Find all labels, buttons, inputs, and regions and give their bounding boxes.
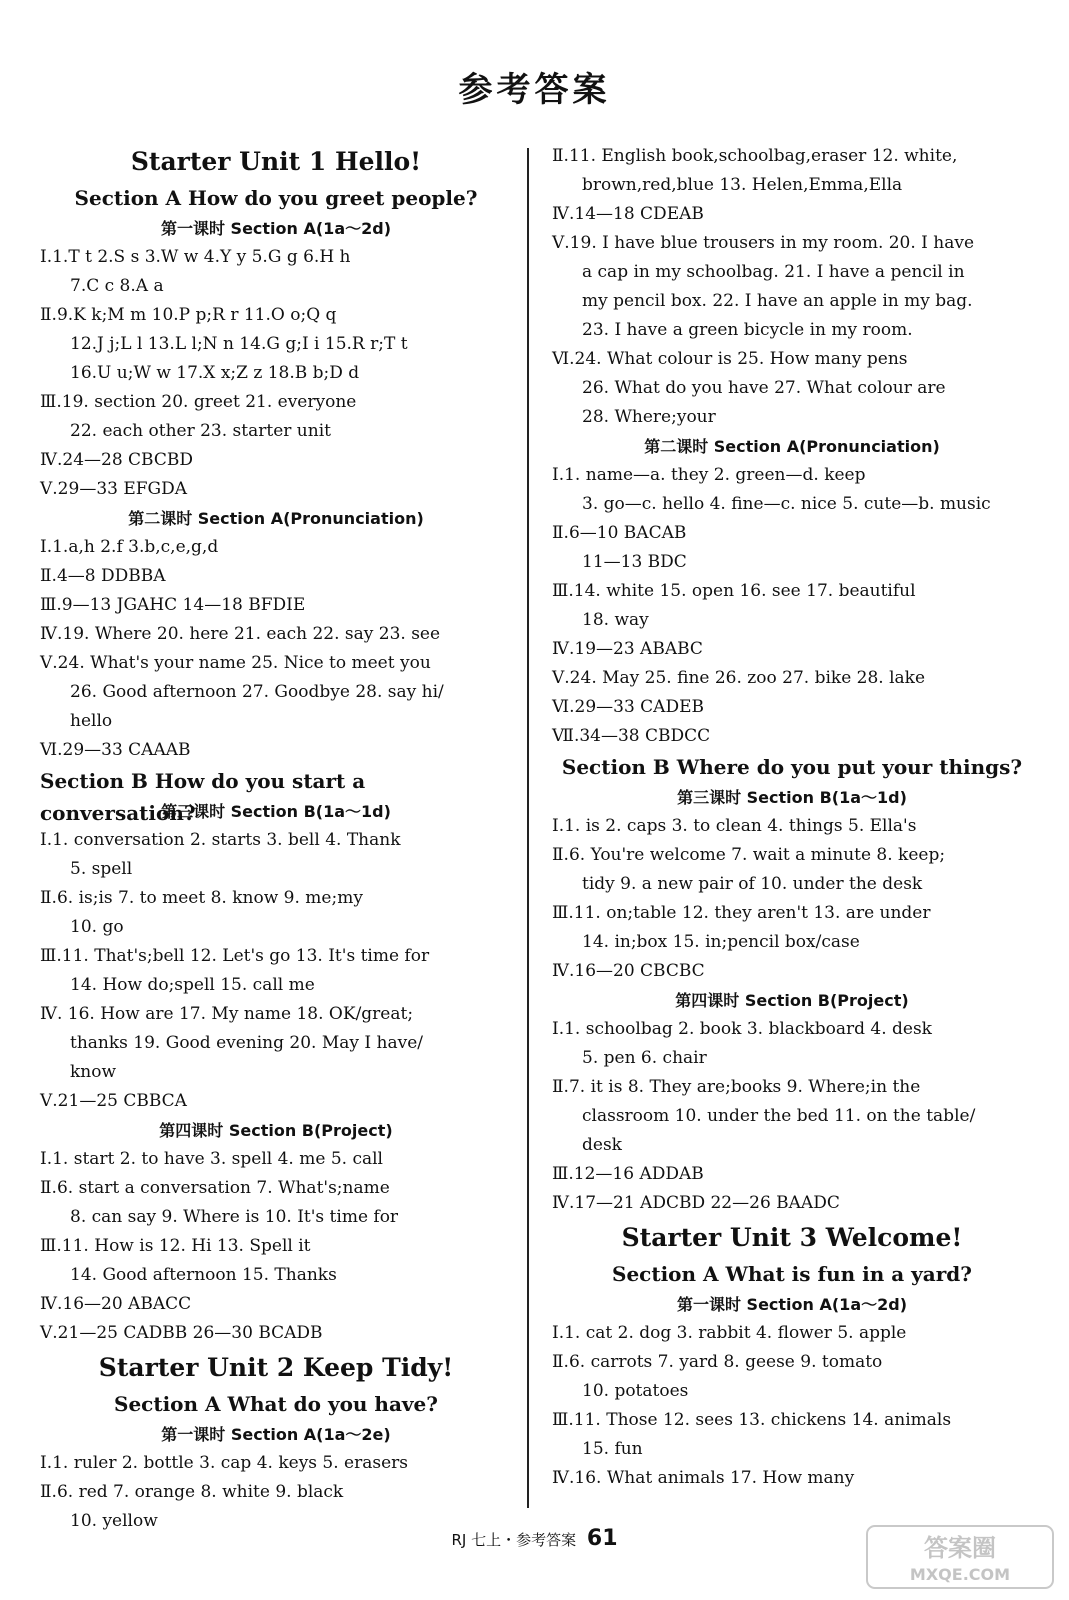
answer-line: Ⅵ.29—33 CADEB (552, 697, 704, 717)
page-number: 61 (586, 1526, 618, 1551)
answer-line: Ⅲ.9—13 JGAHC 14—18 BFDIE (40, 595, 306, 615)
answer-line: Ⅱ.6—10 BACAB (552, 523, 687, 543)
answer-line: 8. can say 9. Where is 10. It's time for (70, 1207, 399, 1227)
answer-line: Ⅰ.1.T t 2.S s 3.W w 4.Y y 5.G g 6.H h (40, 247, 351, 267)
lesson-title: 第一课时 Section A(1a～2e) (161, 1425, 391, 1444)
answer-line: brown,red,blue 13. Helen,Emma,Ella (582, 175, 903, 195)
unit-title: Starter Unit 1 Hello! (130, 147, 422, 176)
answer-line: Ⅱ.4—8 DDBBA (40, 566, 166, 586)
lesson-title: 第二课时 Section A(Pronunciation) (644, 437, 940, 456)
answer-line: Ⅰ.1. cat 2. dog 3. rabbit 4. flower 5. apple (552, 1323, 907, 1343)
answer-line: Ⅳ.19. Where 20. here 21. each 22. say 23. see (40, 624, 441, 644)
lesson-title: 第二课时 Section A(Pronunciation) (128, 509, 424, 528)
answer-line: Ⅶ.34—38 CBDCC (552, 726, 711, 746)
answer-line: 12.J j;L l 13.L l;N n 14.G g;I i 15.R r;T t (70, 334, 408, 354)
answer-line: Ⅴ.24. What's your name 25. Nice to meet you (40, 653, 431, 673)
answer-line: Ⅲ.11. on;table 12. they aren't 13. are under (552, 903, 931, 923)
answer-line: Ⅴ.21—25 CBBCA (40, 1091, 187, 1111)
unit-title: Starter Unit 2 Keep Tidy! (98, 1353, 454, 1382)
answer-line: classroom 10. under the bed 11. on the table/ (582, 1106, 976, 1126)
answer-line: hello (70, 711, 113, 731)
answer-line: Ⅰ.1. schoolbag 2. book 3. blackboard 4. desk (552, 1019, 932, 1039)
answer-line: Ⅲ.11. Those 12. sees 13. chickens 14. animals (552, 1410, 952, 1430)
answer-line: 18. way (582, 610, 649, 630)
answer-line: Ⅱ.11. English book,schoolbag,eraser 12. white, (552, 146, 958, 166)
answer-line: 5. spell (70, 859, 133, 879)
answer-line: Ⅲ.11. That's;bell 12. Let's go 13. It's time for (40, 946, 430, 966)
answer-line: a cap in my schoolbag. 21. I have a pencil in (582, 262, 965, 282)
answer-line: Ⅰ.1. start 2. to have 3. spell 4. me 5. call (40, 1149, 383, 1169)
answer-line: desk (582, 1135, 622, 1155)
footer-label: RJ 七上・参考答案 (451, 1531, 577, 1549)
answer-line: my pencil box. 22. I have an apple in my bag. (582, 291, 973, 311)
answer-line: Ⅱ.6. red 7. orange 8. white 9. black (40, 1482, 344, 1502)
answer-line: 14. in;box 15. in;pencil box/case (582, 932, 860, 952)
answer-line: Ⅳ.19—23 ABABC (552, 639, 703, 659)
answer-line: Ⅳ.16. What animals 17. How many (552, 1468, 855, 1488)
answer-line: 5. pen 6. chair (582, 1048, 707, 1068)
answer-line: Ⅳ.16—20 CBCBC (552, 961, 705, 981)
answer-line: 10. potatoes (582, 1381, 689, 1401)
answer-line: 15. fun (582, 1439, 643, 1459)
answer-line: Ⅳ. 16. How are 17. My name 18. OK/great; (40, 1004, 414, 1024)
answer-line: Ⅳ.17—21 ADCBD 22—26 BAADC (552, 1193, 840, 1213)
lesson-title: 第一课时 Section A(1a～2d) (676, 1295, 908, 1314)
left-column (40, 142, 512, 1536)
lesson-title: 第三课时 Section B(1a～1d) (161, 802, 391, 821)
answer-line: thanks 19. Good evening 20. May I have/ (70, 1033, 423, 1053)
answer-line: 16.U u;W w 17.X x;Z z 18.B b;D d (70, 363, 360, 383)
answer-line: 26. Good afternoon 27. Goodbye 28. say hi/ (70, 682, 444, 702)
answer-line: Ⅲ.12—16 ADDAB (552, 1164, 704, 1184)
answer-line: Ⅰ.1. name—a. they 2. green—d. keep (552, 465, 866, 485)
right-column (552, 142, 1032, 1493)
answer-line: 11—13 BDC (582, 552, 687, 572)
lesson-title: 第三课时 Section B(1a～1d) (677, 788, 907, 807)
answer-line: Ⅵ.24. What colour is 25. How many pens (552, 349, 908, 369)
lesson-title: 第四课时 Section B(Project) (159, 1121, 393, 1140)
answer-line: Ⅰ.1.a,h 2.f 3.b,c,e,g,d (40, 537, 219, 557)
answer-line: Ⅰ.1. conversation 2. starts 3. bell 4. Thank (40, 830, 401, 850)
answer-line: 3. go—c. hello 4. fine—c. nice 5. cute—b. music (582, 494, 991, 514)
answer-line: Ⅱ.6. is;is 7. to meet 8. know 9. me;my (40, 888, 363, 908)
answer-line: Ⅰ.1. is 2. caps 3. to clean 4. things 5. Ella's (552, 816, 917, 836)
answer-line: 22. each other 23. starter unit (70, 421, 331, 441)
answer-line: 14. How do;spell 15. call me (70, 975, 315, 995)
section-title: Section B Where do you put your things? (561, 755, 1023, 779)
watermark-text-top: 答案圈 (924, 1534, 996, 1562)
answer-line: Ⅱ.6. You're welcome 7. wait a minute 8. keep; (552, 845, 946, 865)
watermark-text-bottom: MXQE.COM (909, 1565, 1011, 1584)
lesson-title: 第一课时 Section A(1a～2d) (160, 219, 392, 238)
answer-line: 10. go (70, 917, 124, 937)
answer-line: Ⅲ.11. How is 12. Hi 13. Spell it (40, 1236, 311, 1256)
answer-line: Ⅳ.16—20 ABACC (40, 1294, 192, 1314)
answer-line: Ⅴ.24. May 25. fine 26. zoo 27. bike 28. lake (552, 668, 926, 688)
lesson-title: 第四课时 Section B(Project) (675, 991, 909, 1010)
answer-line: 10. yellow (70, 1511, 158, 1531)
answer-line: Ⅵ.29—33 CAAAB (40, 740, 191, 760)
section-title: Section A How do you greet people? (74, 186, 478, 210)
answer-line: Ⅱ.6. start a conversation 7. What's;name (40, 1178, 390, 1198)
answer-line: 14. Good afternoon 15. Thanks (70, 1265, 337, 1285)
answer-line: Ⅰ.1. ruler 2. bottle 3. cap 4. keys 5. erasers (40, 1453, 409, 1473)
answer-line: Ⅳ.24—28 CBCBD (40, 450, 193, 470)
answer-line: Ⅳ.14—18 CDEAB (552, 204, 704, 224)
answer-line: Ⅲ.19. section 20. greet 21. everyone (40, 392, 357, 412)
watermark-logo (865, 1524, 1055, 1590)
answer-line: Ⅴ.21—25 CADBB 26—30 BCADB (40, 1323, 323, 1343)
unit-title: Starter Unit 3 Welcome! (621, 1223, 963, 1252)
page-title: 参考答案 (458, 70, 611, 110)
section-title: Section A What is fun in a yard? (612, 1262, 972, 1286)
answer-line: 26. What do you have 27. What colour are (582, 378, 946, 398)
section-title: Section B How do you start a conversation? (40, 769, 366, 825)
section-title: Section A What do you have? (114, 1392, 438, 1416)
answer-line: 7.C c 8.A a (70, 276, 164, 296)
answer-line: know (70, 1062, 117, 1082)
answer-line: Ⅱ.6. carrots 7. yard 8. geese 9. tomato (552, 1352, 883, 1372)
answer-line: Ⅲ.14. white 15. open 16. see 17. beautiful (552, 581, 916, 601)
answer-line: Ⅴ.19. I have blue trousers in my room. 20. I have (552, 233, 975, 253)
answer-line: 23. I have a green bicycle in my room. (582, 320, 913, 340)
answer-line: tidy 9. a new pair of 10. under the desk (582, 874, 923, 894)
answer-line: Ⅴ.29—33 EFGDA (40, 479, 188, 499)
column-divider (527, 148, 529, 1508)
answer-line: 28. Where;your (582, 407, 716, 427)
answer-line: Ⅱ.7. it is 8. They are;books 9. Where;in the (552, 1077, 921, 1097)
answer-line: Ⅱ.9.K k;M m 10.P p;R r 11.O o;Q q (40, 305, 337, 325)
